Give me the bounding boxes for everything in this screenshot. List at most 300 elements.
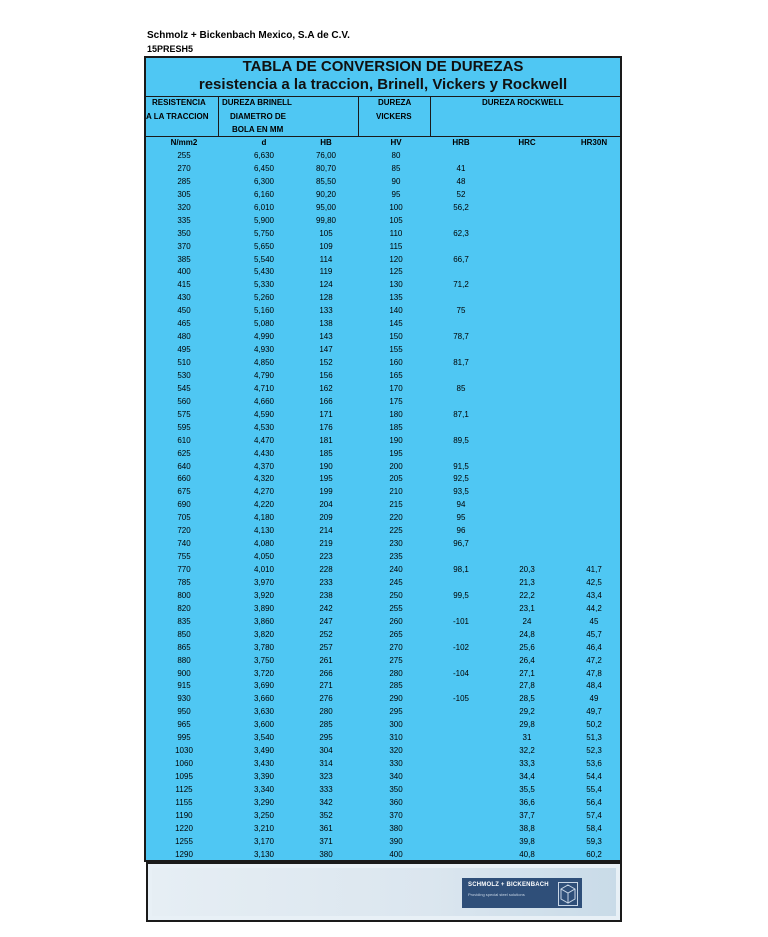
table-row	[146, 150, 620, 163]
table-cell: 87,1	[453, 409, 469, 419]
table-row	[146, 473, 620, 486]
table-cell: 1095	[175, 772, 193, 781]
table-cell: 255	[389, 603, 403, 613]
header-brinell-2: DIAMETRO DE	[230, 112, 286, 121]
table-cell: 5,750	[253, 228, 275, 238]
table-cell: 145	[389, 319, 403, 329]
table-cell: 95,00	[315, 202, 337, 212]
table-cell: 92,5	[453, 474, 469, 484]
table-cell: 176	[319, 422, 333, 432]
table-cell: 4,010	[253, 565, 275, 574]
table-cell: 3,250	[253, 810, 275, 820]
table-cell: 3,540	[253, 733, 275, 743]
hardness-table	[144, 56, 622, 862]
table-cell: 835	[177, 616, 191, 626]
table-cell: 320	[389, 746, 403, 756]
table-cell: 1060	[175, 759, 193, 769]
table-cell: 295	[319, 733, 333, 743]
table-row	[146, 357, 620, 370]
column-header: HR30N	[580, 138, 608, 147]
table-cell: 250	[389, 590, 403, 600]
table-cell: 295	[389, 707, 403, 717]
table-cell: 190	[319, 461, 333, 471]
table-cell: 915	[177, 681, 191, 691]
table-cell: 965	[177, 720, 191, 730]
table-cell: 160	[389, 358, 403, 367]
table-cell: 190	[389, 435, 403, 445]
table-cell: 350	[389, 784, 403, 794]
table-row	[146, 396, 620, 409]
table-cell: 800	[177, 590, 191, 600]
table-cell: 152	[319, 358, 333, 367]
table-cell: 135	[389, 293, 403, 303]
table-cell: 223	[319, 552, 333, 562]
header-resistencia-1: RESISTENCIA	[152, 98, 206, 107]
header-brinell-3: BOLA EN MM	[232, 125, 284, 134]
table-cell: 125	[389, 267, 403, 277]
table-row	[146, 448, 620, 461]
table-cell: 330	[389, 759, 403, 769]
table-cell: 28,5	[519, 694, 535, 704]
table-cell: 180	[389, 409, 403, 419]
table-row	[146, 331, 620, 344]
table-cell: 6,300	[253, 176, 275, 186]
table-row	[146, 318, 620, 331]
table-row	[146, 784, 620, 797]
table-row	[146, 215, 620, 228]
table-cell: 3,170	[253, 836, 275, 846]
table-cell: 280	[389, 668, 403, 678]
table-row	[146, 693, 620, 706]
table-cell: 228	[319, 565, 333, 574]
table-cell: 5,330	[253, 280, 275, 290]
table-cell: 530	[177, 370, 191, 380]
table-cell: 245	[389, 577, 403, 587]
column-header: d	[261, 138, 267, 147]
table-cell: 128	[319, 293, 333, 303]
table-subtitle: resistencia a la traccion, Brinell, Vickers y Rockwell	[198, 76, 568, 93]
table-cell: 320	[177, 202, 191, 212]
table-cell: 209	[319, 513, 333, 523]
table-cell: 450	[177, 306, 191, 316]
table-cell: 138	[319, 319, 333, 329]
table-cell: 510	[177, 358, 191, 367]
table-cell: 205	[389, 474, 403, 484]
table-cell: 3,210	[253, 823, 275, 833]
table-row	[146, 797, 620, 810]
table-cell: 5,650	[253, 241, 275, 251]
table-row	[146, 344, 620, 357]
table-cell: 850	[177, 629, 191, 639]
table-cell: 57,4	[586, 810, 602, 820]
table-cell: 52	[456, 189, 466, 199]
table-row	[146, 512, 620, 525]
table-row	[146, 538, 620, 551]
table-cell: 6,630	[253, 151, 275, 160]
table-row	[146, 849, 620, 862]
table-cell: 4,270	[253, 487, 275, 497]
table-cell: 49	[589, 694, 599, 704]
header-separator	[218, 96, 219, 136]
table-cell: 204	[319, 500, 333, 510]
table-cell: 96,7	[453, 539, 469, 549]
table-cell: 400	[389, 849, 403, 859]
table-cell: 361	[319, 823, 333, 833]
table-row	[146, 680, 620, 693]
table-cell: 23,1	[519, 603, 535, 613]
table-cell: 29,2	[519, 707, 535, 717]
table-cell: 285	[177, 176, 191, 186]
table-row	[146, 499, 620, 512]
table-cell: 98,1	[453, 565, 469, 574]
table-cell: 625	[177, 448, 191, 458]
table-cell: 3,600	[253, 720, 275, 730]
table-cell: 27,8	[519, 681, 535, 691]
table-cell: 3,690	[253, 681, 275, 691]
table-cell: 770	[177, 565, 191, 574]
table-cell: 45,7	[586, 629, 602, 639]
table-cell: 480	[177, 332, 191, 342]
table-cell: 181	[319, 435, 333, 445]
table-cell: 1190	[175, 810, 193, 820]
table-cell: 4,470	[253, 435, 275, 445]
table-cell: 271	[319, 681, 333, 691]
table-cell: 39,8	[519, 836, 535, 846]
table-cell: 85	[456, 383, 466, 393]
table-cell: 4,790	[253, 370, 275, 380]
table-title: TABLA DE CONVERSION DE DUREZAS	[242, 58, 524, 75]
table-cell: 119	[319, 267, 333, 277]
table-cell: 880	[177, 655, 191, 665]
table-cell: 85	[391, 163, 401, 173]
table-cell: -101	[452, 616, 469, 626]
table-cell: 235	[389, 552, 403, 562]
table-row	[146, 292, 620, 305]
table-cell: 99,5	[453, 590, 469, 600]
table-cell: 340	[389, 772, 403, 781]
table-cell: 76,00	[315, 151, 337, 160]
column-header: HB	[320, 138, 332, 147]
table-cell: 55,4	[586, 784, 602, 794]
table-cell: 50,2	[586, 720, 602, 730]
table-cell: 595	[177, 422, 191, 432]
table-cell: 675	[177, 487, 191, 497]
table-row	[146, 409, 620, 422]
column-header: HRB	[452, 138, 470, 147]
table-cell: 150	[389, 332, 403, 342]
table-cell: 105	[389, 215, 403, 225]
table-cell: 4,990	[253, 332, 275, 342]
table-cell: 185	[319, 448, 333, 458]
table-cell: 257	[319, 642, 333, 652]
table-cell: 545	[177, 383, 191, 393]
table-cell: 62,3	[453, 228, 469, 238]
table-cell: 3,290	[253, 797, 275, 807]
table-cell: 220	[389, 513, 403, 523]
table-row	[146, 461, 620, 474]
column-header: N/mm2	[170, 138, 198, 147]
table-cell: 38,8	[519, 823, 535, 833]
table-cell: 360	[389, 797, 403, 807]
table-cell: 41,7	[586, 565, 602, 574]
table-cell: 143	[319, 332, 333, 342]
table-cell: 32,2	[519, 746, 535, 756]
table-cell: 195	[319, 474, 333, 484]
table-row	[146, 525, 620, 538]
table-cell: 4,370	[253, 461, 275, 471]
table-row	[146, 706, 620, 719]
table-row	[146, 771, 620, 784]
table-cell: -105	[452, 694, 469, 704]
table-cell: 219	[319, 539, 333, 549]
table-cell: 380	[319, 849, 333, 859]
table-cell: 53,6	[586, 759, 602, 769]
header-separator	[358, 96, 359, 136]
table-cell: 162	[319, 383, 333, 393]
table-cell: 3,490	[253, 746, 275, 756]
table-cell: 261	[319, 655, 333, 665]
table-cell: 95	[391, 189, 401, 199]
table-cell: 5,160	[253, 306, 275, 316]
table-cell: 66,7	[453, 254, 469, 264]
table-row	[146, 551, 620, 564]
table-row	[146, 655, 620, 668]
table-cell: 114	[319, 254, 333, 264]
table-cell: 390	[389, 836, 403, 846]
footer-banner	[146, 862, 622, 922]
table-cell: 33,3	[519, 759, 535, 769]
table-cell: 3,720	[253, 668, 275, 678]
company-logo	[462, 878, 582, 908]
table-cell: 300	[389, 720, 403, 730]
table-cell: 270	[389, 642, 403, 652]
table-cell: 195	[389, 448, 403, 458]
table-cell: 124	[319, 280, 333, 290]
table-cell: 740	[177, 539, 191, 549]
table-cell: 342	[319, 797, 333, 807]
table-cell: 270	[177, 163, 191, 173]
table-cell: 85,50	[315, 176, 337, 186]
table-cell: 49,7	[586, 707, 602, 717]
table-cell: 210	[389, 487, 403, 497]
table-cell: 5,080	[253, 319, 275, 329]
table-cell: 1255	[175, 836, 193, 846]
table-cell: 333	[319, 784, 333, 794]
table-cell: 705	[177, 513, 191, 523]
table-cell: 27,1	[519, 668, 535, 678]
table-cell: 110	[389, 228, 403, 238]
header-separator	[430, 96, 431, 136]
table-cell: 640	[177, 461, 191, 471]
table-cell: 3,340	[253, 784, 275, 794]
table-cell: 58,4	[586, 823, 602, 833]
table-cell: 99,80	[315, 215, 337, 225]
table-cell: 3,890	[253, 603, 275, 613]
table-cell: 290	[389, 694, 403, 704]
table-cell: 3,130	[253, 849, 275, 859]
table-cell: 4,850	[253, 358, 275, 367]
column-header: HRC	[518, 138, 536, 147]
table-cell: 215	[389, 500, 403, 510]
table-row	[146, 279, 620, 292]
table-cell: 575	[177, 409, 191, 419]
table-row	[146, 254, 620, 267]
table-cell: 130	[389, 280, 403, 290]
table-cell: 78,7	[453, 332, 469, 342]
table-cell: 720	[177, 526, 191, 536]
table-row	[146, 241, 620, 254]
table-cell: 1290	[175, 849, 193, 859]
table-row	[146, 719, 620, 732]
table-cell: 240	[389, 565, 403, 574]
table-cell: 1125	[175, 784, 193, 794]
table-cell: 105	[319, 228, 333, 238]
table-cell: 200	[389, 461, 403, 471]
table-cell: 199	[319, 487, 333, 497]
table-cell: 276	[319, 694, 333, 704]
table-cell: 660	[177, 474, 191, 484]
table-cell: 233	[319, 577, 333, 587]
table-cell: 170	[389, 383, 403, 393]
company-name: Schmolz + Bickenbach Mexico, S.A de C.V.	[147, 30, 350, 41]
table-cell: 47,8	[586, 668, 602, 678]
table-row	[146, 564, 620, 577]
table-cell: 51,3	[586, 733, 602, 743]
table-cell: 4,320	[253, 474, 275, 484]
table-cell: 89,5	[453, 435, 469, 445]
table-cell: 40,8	[519, 849, 535, 859]
footer-background	[152, 868, 616, 916]
table-cell: 48	[456, 176, 466, 186]
table-cell: 4,590	[253, 409, 275, 419]
table-cell: 266	[319, 668, 333, 678]
table-cell: 4,130	[253, 526, 275, 536]
table-cell: 22,2	[519, 590, 535, 600]
table-cell: 495	[177, 345, 191, 355]
document-code: 15PRESH5	[147, 44, 194, 54]
table-cell: 275	[389, 655, 403, 665]
table-cell: 115	[389, 241, 403, 251]
table-cell: -104	[452, 668, 469, 678]
table-cell: 25,6	[519, 642, 535, 652]
table-cell: 252	[319, 629, 333, 639]
table-cell: 56,4	[586, 797, 602, 807]
table-cell: 3,630	[253, 707, 275, 717]
table-cell: 4,660	[253, 396, 275, 406]
table-cell: 59,3	[586, 836, 602, 846]
table-cell: 166	[319, 396, 333, 406]
table-cell: 1155	[175, 797, 193, 807]
table-cell: 3,920	[253, 590, 275, 600]
logo-tagline: Providing special steel solutions	[468, 892, 525, 897]
table-cell: 56,2	[453, 202, 469, 212]
table-row	[146, 758, 620, 771]
table-cell: 80	[391, 151, 401, 160]
table-cell: 3,860	[253, 616, 275, 626]
table-cell: 335	[177, 215, 191, 225]
sb-cube-icon	[558, 882, 578, 906]
table-cell: 120	[389, 254, 403, 264]
logo-name: SCHMOLZ + BICKENBACH	[468, 882, 549, 888]
table-row	[146, 202, 620, 215]
table-cell: 96	[456, 526, 466, 536]
table-cell: 71,2	[453, 280, 469, 290]
table-row	[146, 745, 620, 758]
table-cell: 285	[389, 681, 403, 691]
table-row	[146, 370, 620, 383]
table-cell: 44,2	[586, 603, 602, 613]
table-cell: 560	[177, 396, 191, 406]
table-row	[146, 823, 620, 836]
table-cell: 165	[389, 370, 403, 380]
table-cell: 690	[177, 500, 191, 510]
table-body	[146, 150, 620, 862]
table-cell: 26,4	[519, 655, 535, 665]
table-cell: 3,390	[253, 772, 275, 781]
table-cell: 323	[319, 772, 333, 781]
table-row	[146, 616, 620, 629]
table-cell: 380	[389, 823, 403, 833]
table-cell: 93,5	[453, 487, 469, 497]
table-cell: 175	[389, 396, 403, 406]
table-row	[146, 383, 620, 396]
table-cell: 430	[177, 293, 191, 303]
table-cell: 238	[319, 590, 333, 600]
table-row	[146, 228, 620, 241]
table-cell: 100	[389, 202, 403, 212]
table-cell: 370	[389, 810, 403, 820]
table-row	[146, 577, 620, 590]
table-cell: 6,160	[253, 189, 275, 199]
table-cell: 350	[177, 228, 191, 238]
table-cell: 140	[389, 306, 403, 316]
header-resistencia-2: A LA TRACCION	[146, 112, 209, 121]
table-row	[146, 422, 620, 435]
table-row	[146, 163, 620, 176]
table-cell: 41	[456, 163, 466, 173]
table-cell: 90,20	[315, 189, 337, 199]
table-cell: 90	[391, 176, 401, 186]
table-row	[146, 668, 620, 681]
table-cell: 385	[177, 254, 191, 264]
table-cell: 5,900	[253, 215, 275, 225]
table-cell: 5,260	[253, 293, 275, 303]
table-cell: 6,450	[253, 163, 275, 173]
table-cell: 260	[389, 616, 403, 626]
table-cell: 3,750	[253, 655, 275, 665]
table-cell: 4,180	[253, 513, 275, 523]
header-vickers-1: DUREZA	[378, 98, 412, 107]
table-cell: 81,7	[453, 358, 469, 367]
table-cell: 6,010	[253, 202, 275, 212]
table-cell: 4,080	[253, 539, 275, 549]
table-cell: 171	[319, 409, 333, 419]
table-cell: 1220	[175, 823, 193, 833]
table-cell: 3,430	[253, 759, 275, 769]
table-cell: 415	[177, 280, 191, 290]
table-cell: 133	[319, 306, 333, 316]
table-cell: 465	[177, 319, 191, 329]
table-row	[146, 176, 620, 189]
table-cell: 4,220	[253, 500, 275, 510]
table-cell: 930	[177, 694, 191, 704]
table-cell: 247	[319, 616, 333, 626]
table-cell: 3,820	[253, 629, 275, 639]
column-header: HV	[390, 138, 402, 147]
table-cell: 820	[177, 603, 191, 613]
table-row	[146, 732, 620, 745]
table-cell: 52,3	[586, 746, 602, 756]
